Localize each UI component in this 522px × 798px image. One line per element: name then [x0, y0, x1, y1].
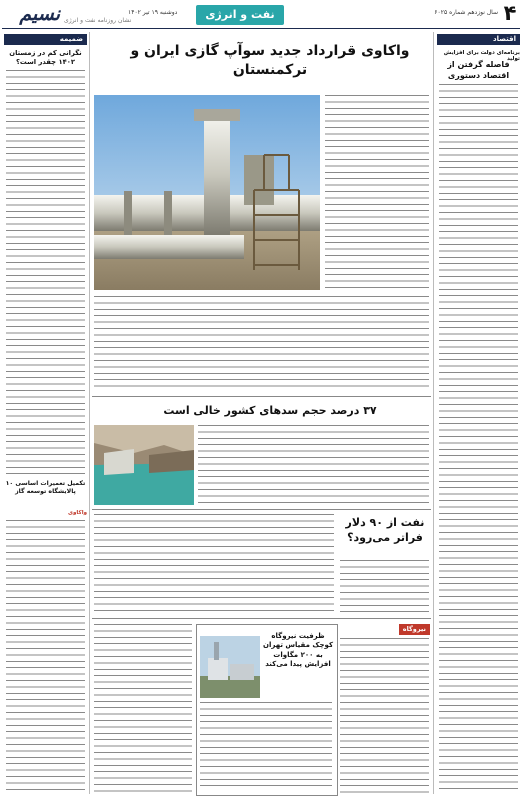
left-sidebar-label: ضمیمه	[4, 34, 87, 45]
left-sidebar-kicker: واکاوی	[67, 510, 87, 516]
oil-story-body-2	[340, 560, 429, 614]
main-story-intro	[325, 95, 429, 290]
left-sidebar-body-2	[6, 520, 85, 794]
page-number: ۴	[503, 1, 517, 25]
dam-story-divider	[92, 509, 431, 510]
bottom-box-headline: ظرفیت نیروگاه کوچک مقیاس تهران به ۲۰۰ مگاوات افزایش پیدا می‌کند	[262, 632, 334, 669]
oil-story-headline: نفت از ۹۰ دلار فراتر می‌رود؟	[345, 516, 425, 544]
newspaper-logo: نسیم	[19, 3, 60, 25]
oil-story-divider	[92, 618, 431, 619]
bottom-left-body	[94, 624, 192, 794]
right-sidebar-kicker: برنامه‌ای دولت برای افزایش تولید	[443, 50, 520, 62]
issue-info: سال نوزدهم شماره ۶۰۲۵	[434, 9, 498, 16]
page-header	[0, 0, 522, 30]
left-sidebar-mid-headline: تکمیل تعمیرات اساسی ۱۰ پالایشگاه توسعه گاز	[5, 480, 86, 496]
section-title: نفت و انرژی	[196, 5, 284, 25]
right-column-divider	[433, 32, 434, 794]
pipeline-photo	[94, 95, 320, 290]
bottom-box-tag: نیروگاه	[399, 624, 430, 635]
main-story-divider	[92, 396, 431, 397]
header-rule	[2, 28, 520, 29]
oil-story-body-1	[94, 514, 334, 614]
tagline: نشان روزنامه نفت و انرژی	[64, 17, 132, 24]
bottom-right-body	[340, 638, 429, 794]
right-sidebar-label: اقتصاد	[437, 34, 520, 45]
power-plant-body	[200, 702, 332, 790]
dam-story-headline: ۳۷ درصد حجم سدهای کشور خالی است	[163, 404, 377, 417]
left-column-divider	[89, 32, 90, 794]
left-sidebar-headline: نگرانی کم در زمستان ۱۴۰۲ چقدر است؟	[9, 49, 82, 67]
main-story-headline: واکاوی قرارداد جدید سوآپ گازی ایران و ترکمنستان	[130, 43, 410, 78]
dam-story-body	[198, 425, 429, 505]
dam-photo	[94, 425, 194, 505]
left-sidebar-body	[6, 70, 85, 478]
right-sidebar-headline: فاصله گرفتن از اقتصاد دستوری	[447, 60, 510, 80]
date-info: دوشنبه ۱۹ تیر ۱۴۰۲	[128, 9, 178, 16]
right-sidebar-body	[439, 84, 518, 794]
main-story-body	[94, 296, 429, 390]
power-plant-photo	[200, 636, 260, 698]
